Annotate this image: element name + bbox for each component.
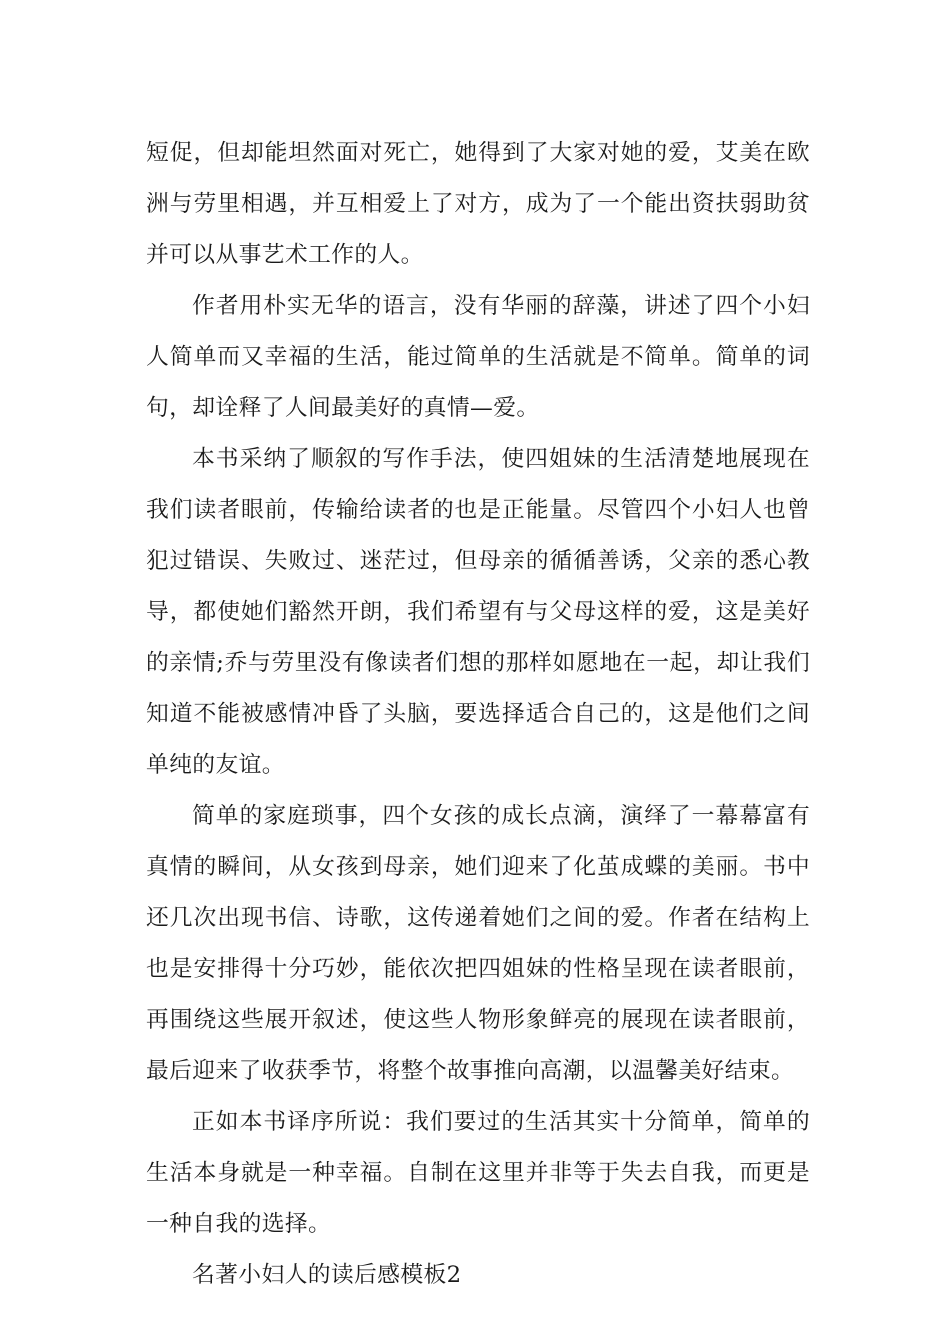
paragraph-language: 作者用朴实无华的语言，没有华丽的辞藻，讲述了四个小妇人简单而又幸福的生活，能过简单的生活就是不简单。简单的词句，却诠释了人间最美好的真情—爱。 — [146, 293, 810, 421]
section-heading: 名著小妇人的读后感模板2 — [192, 1262, 462, 1288]
paragraph-preface-quote: 正如本书译序所说：我们要过的生活其实十分简单，简单的生活本身就是一种幸福。自制在这里并非等于失去自我，而更是一种自我的选择。 — [146, 1109, 810, 1237]
paragraph-narrative: 本书采纳了顺叙的写作手法，使四姐妹的生活清楚地展现在我们读者眼前，传输给读者的也是正能量。尽管四个小妇人也曾犯过错误、失败过、迷茫过，但母亲的循循善诱，父亲的悉心教导，都使她们豁然开朗，我们希望有与父母这样的爱，这是美好的亲情;乔与劳里没有像读者们想的那样如愿地在一起，却让我们知道不能被感情冲昏了头脑，要选择适合自己的，这是他们之间单纯的友谊。 — [146, 446, 810, 778]
paragraph-family-life: 简单的家庭琐事，四个女孩的成长点滴，演绎了一幕幕富有真情的瞬间，从女孩到母亲，她们迎来了化茧成蝶的美丽。书中还几次出现书信、诗歌，这传递着她们之间的爱。作者在结构上也是安排得十分巧妙，能依次把四姐妹的性格呈现在读者眼前，再围绕这些展开叙述，使这些人物形象鲜亮的展现在读者眼前，最后迎来了收获季节，将整个故事推向高潮，以温馨美好结束。 — [146, 803, 810, 1084]
paragraph-continuation: 短促，但却能坦然面对死亡，她得到了大家对她的爱，艾美在欧洲与劳里相遇，并互相爱上了对方，成为了一个能出资扶弱助贫并可以从事艺术工作的人。 — [146, 140, 810, 268]
document-body — [146, 128, 810, 1301]
